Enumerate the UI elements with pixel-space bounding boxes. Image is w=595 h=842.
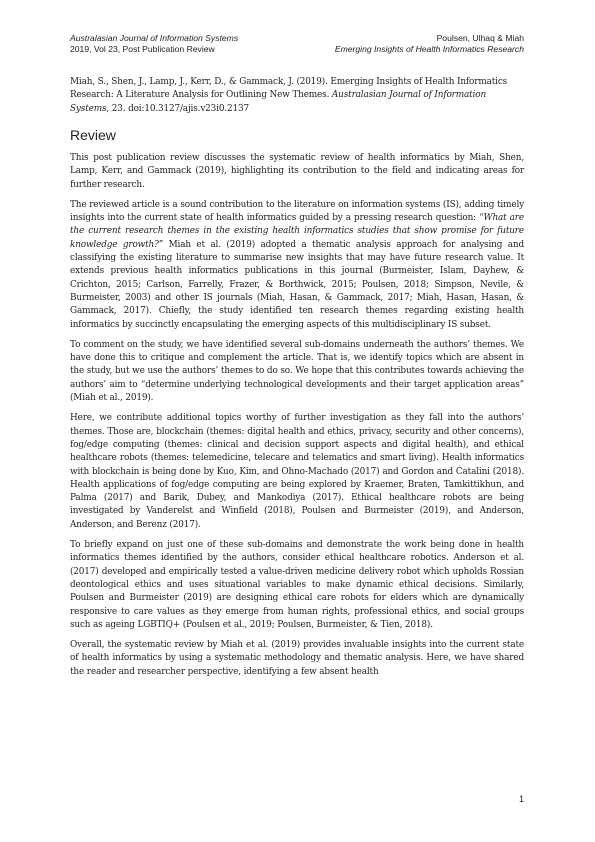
paragraph-1: This post publication review discusses the systematic review of health informatics by Miah, Shen, Lamp, Kerr, and Gammack (2019), highlighting its contribution to the field and indicating areas for further research. [70, 153, 524, 190]
paragraph-2-rest: ” Miah et al. (2019) adopted a thematic analysis approach for analysing and classifying the existing literature to summarise new insights that may have future research value. It extends previous health informatics publications in this journal (Burmeister, Islam, Dayhew, & Crichton, 2015; Carlson, Farrelly, Frazer, & Borthwick, 2015; Poulsen, 2018; Simpson, Nevile, & Burmeister, 2003) and other IS journals (Miah, Hasan, & Gammack, 2017; Miah, Hasan, Hasan, & Gammack, 2017). Chiefly, the study identified ten research themes regarding existing health informatics by succinctly encapsulating the emerging aspects of this multidisciplinary IS subset. [70, 239, 525, 330]
header-row-1 [70, 33, 524, 44]
paragraph-6: Overall, the systematic review by Miah et al. (2019) provides invaluable insights into the current state of health informatics by using a systematic methodology and thematic analysis. Here, we have shared the reader and researcher perspective, identifying a few absent health [70, 640, 524, 677]
issue-info: 2019, Vol 23, Post Publication Review [70, 44, 215, 54]
running-header [70, 33, 524, 55]
header-paper-title: Emerging Insights of Health Informatics Research [334, 44, 524, 54]
paragraph-5: To briefly expand on just one of these sub-domains and demonstrate the work being done in health informatics themes identified by the authors, consider ethical healthcare robotics. Anderson et al. (2017) developed and empirically tested a value-driven medicine delivery robot which upholds Rossian deontological ethics and uses situational variables to make dynamic ethical decisions. Similarly, Poulsen and Burmeister (2019) are designing ethical care robots for elders which are dynamically responsive to care values as they emerge from human rights, professional ethics, and social groups such as ageing LGBTIQ+ (Poulsen et al., 2019; Poulsen, Burmeister, & Tien, 2018). [70, 540, 524, 630]
research-question: What are the current research themes in the existing health informatics studies that show promise for future knowledge growth? [70, 213, 524, 250]
paragraph-4: Here, we contribute additional topics worthy of further investigation as they fall into the authors’ themes. Those are, blockchain (themes: digital health and ethics, privacy, security and other concerns), fog/edge computing (themes: clinical and decision support aspects and digital health), and ethical healthcare robots (themes: telemedicine, telecare and telematics and smart living). Health informatics with blockchain is being done by Kuo, Kim, and Ohno-Machado (2017) and Gordon and Catalini (2018). Health applications of fog/edge computing are being explored by Kraemer, Braten, Tamkittikhun, and Palma (2017) and Barik, Dubey, and Mankodiya (2017). Ethical healthcare robots are being investigated by Vanderelst and Winfield (2018), Poulsen and Burmeister (2019), and Anderson, Anderson, and Berenz (2017). [70, 413, 524, 530]
citation-tail: , 23. doi:10.3127/ajis.v23i0.2137 [106, 103, 250, 114]
section-heading: Review [70, 127, 116, 143]
paragraph-2 [70, 199, 524, 332]
citation-text: Miah, S., Shen, J., Lamp, J., Kerr, D., & Gammack, J. (2019). Emerging Insights of Health Informatics Research: A Literature Analysis for Outlining New Themes. [70, 77, 508, 101]
reviewed-article-citation [70, 76, 524, 116]
citation-journal: Australasian Journal of Information Systems [70, 90, 487, 114]
header-authors: Poulsen, Ulhaq & Miah [436, 33, 524, 43]
header-row-2 [70, 44, 524, 55]
journal-name: Australasian Journal of Information Systems [70, 33, 239, 43]
article-body [70, 152, 524, 686]
paragraph-2-lead: The reviewed article is a sound contribution to the literature on information systems (IS), adding timely insights into the current state of health informatics guided by a pressing research question: “ [70, 199, 524, 224]
paragraph-3: To comment on the study, we have identified several sub-domains underneath the authors’ themes. We have done this to critique and complement the article. That is, we identify topics which are absent in the study, but we use the authors’ themes to do so. We hope that this contributes towards achieving the authors’ aim to “determine underlying technological developments and their target application areas” (Miah et al., 2019). [70, 339, 524, 404]
page-number: 1 [518, 794, 524, 804]
